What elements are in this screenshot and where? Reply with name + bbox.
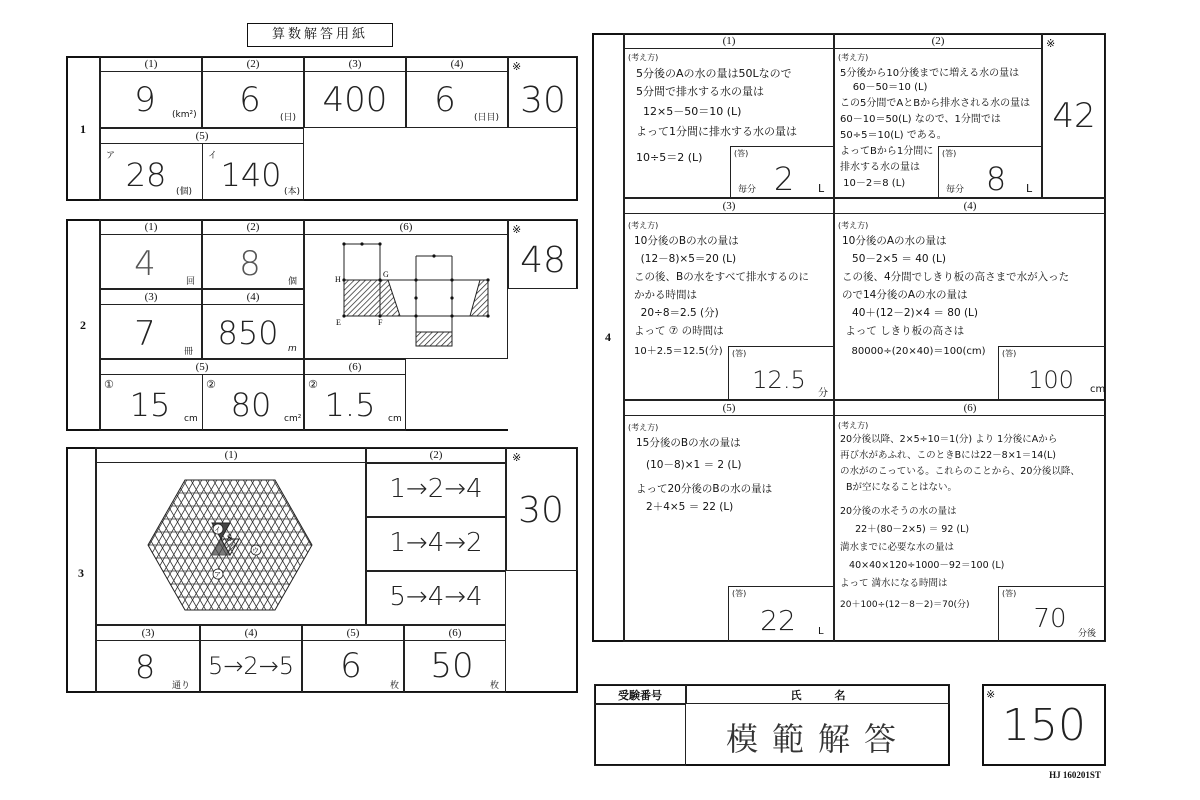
q2-p5a-unit: cm [184, 414, 198, 424]
q1-p2-unit: (日) [280, 113, 297, 123]
q4-p1-unit: L [818, 182, 825, 195]
q4-p6-line-1: 再び水があふれ、このときBには22－8×1＝14(L) [840, 450, 1057, 461]
q3-p6-label: (6) [404, 626, 506, 641]
q2-p5a-answer: 15 [129, 386, 171, 424]
q4-p6-label: (6) [834, 401, 1106, 416]
q3-p6-unit: 枚 [490, 681, 500, 691]
q1-p1-unit: (km²) [172, 110, 197, 120]
q3-p5-answer: 6 [340, 646, 362, 686]
q4-p2-answer: 8 [985, 160, 1007, 198]
q4-p3-line-2: この後、Bの水をすべて排水するのに [634, 271, 809, 283]
q4-p4-label: (4) [834, 199, 1106, 214]
q2-net-diagram [330, 236, 500, 356]
q4-p4-line-4: 40＋(12－2)×4 ＝ 80 (L) [842, 307, 979, 319]
q3-triangle-grid [140, 470, 320, 620]
q4-p2-unit: L [1026, 182, 1033, 195]
q2-p6b-label: (6) [304, 360, 406, 375]
q1-number: 1 [80, 122, 86, 136]
q3-p5-unit: 枚 [390, 681, 400, 691]
q2-p5b-unit: cm² [284, 414, 302, 424]
q4-p6-unit: 分後 [1078, 629, 1097, 639]
point-label-e: E [336, 318, 341, 327]
q4-p1-label: (1) [624, 34, 834, 49]
q1-p5a-answer: 28 [125, 156, 167, 194]
q3-p2-label: (2) [366, 448, 506, 463]
q4-p4-kangae: (考え方) [838, 221, 869, 230]
q4-p1-prefix: 毎分 [738, 185, 757, 195]
q4-p2-line-4: 50÷5＝10(L) である。 [840, 130, 947, 141]
total-score: 150 [1002, 700, 1086, 751]
q2-score: 48 [520, 240, 566, 281]
q4-p2-label: (2) [834, 34, 1042, 49]
q4-p1-kangae: (考え方) [628, 53, 659, 62]
q1-p3-label: (3) [304, 57, 406, 72]
q2-p6b-tag: ② [308, 378, 318, 391]
q2-score-blank [508, 289, 578, 431]
q2-p5b-tag: ② [206, 378, 216, 391]
q3-p3-unit: 通り [172, 681, 191, 691]
exam-number-field [594, 704, 686, 766]
q3-score: 30 [518, 490, 564, 531]
q3-p2-answer2: 1→4→2 [389, 528, 483, 558]
q3-p4-label: (4) [200, 626, 302, 641]
q4-p4-answer: 100 [1028, 366, 1074, 394]
q1-p3-answer: 400 [322, 80, 388, 120]
name-value: 模範解答 [725, 720, 910, 758]
mark-i: イ [214, 526, 221, 534]
q4-p1-kotae: (答) [734, 149, 749, 158]
q1-p2-label: (2) [202, 57, 304, 72]
q2-p6b-unit: cm [388, 414, 402, 424]
q2-p5-divider [202, 375, 203, 431]
q1-p1-label: (1) [100, 57, 202, 72]
q4-p6-line-6: 満水までに必要な水の量は [840, 542, 955, 553]
q4-p4-line-3: ので14分後のAの水の量は [842, 289, 968, 301]
q2-p4-label: (4) [202, 290, 304, 305]
q4-score: 42 [1052, 96, 1096, 136]
q4-score-mark: ※ [1046, 37, 1056, 50]
q2-p3-answer: 7 [134, 314, 156, 354]
q2-p3-label: (3) [100, 290, 202, 305]
q4-p2-line-5: よってBから1分間に [840, 146, 934, 157]
q4-p4-line-2: この後、4分間でしきり板の高さまで水が入った [842, 271, 1070, 283]
q1-score-mark: ※ [512, 60, 522, 73]
q2-number: 2 [80, 318, 86, 332]
q4-number: 4 [605, 330, 611, 344]
q2-score-mark: ※ [512, 223, 522, 236]
q1-p5a-unit: (個) [176, 187, 193, 197]
q4-p4-line-1: 50－2×5 ＝ 40 (L) [842, 253, 946, 265]
q4-p3-unit: 分 [818, 388, 828, 399]
q4-p6-line-0: 20分後以降、2×5÷10＝1(分) より 1分後にAから [840, 434, 1058, 445]
q4-p3-label: (3) [624, 199, 834, 214]
point-label-h: H [335, 275, 341, 284]
q4-p6-kotae: (答) [1002, 589, 1017, 598]
q4-p5-line-1: (10－8)×1 ＝ 2 (L) [636, 459, 742, 471]
q4-p5-kangae: (考え方) [628, 423, 659, 432]
q4-p1-line-1: 5分間で排水する水の量は [636, 85, 764, 98]
q4-p5-answer: 22 [760, 604, 796, 637]
q4-p6-line-9: 20＋100÷(12－8－2)＝70(分) [840, 600, 970, 610]
q2-p5b-answer: 80 [230, 386, 272, 424]
q4-p3-kotae: (答) [732, 349, 747, 358]
q4-p2-line-0: 5分後から10分後までに増える水の量は [840, 68, 1020, 79]
name-label: 氏 名 [790, 689, 846, 702]
q4-p6-line-8: よって 満水になる時間は [840, 578, 948, 589]
q1-p4-label: (4) [406, 57, 508, 72]
q1-p5-label: (5) [100, 129, 304, 144]
q4-p5-line-2: よって20分後のBの水の量は [636, 483, 773, 495]
q4-p2-line-2: この5分間でAとBから排水される水の量は [840, 98, 1031, 109]
q2-p1-label: (1) [100, 220, 202, 235]
q4-p2-kangae: (考え方) [838, 53, 869, 62]
q4-p3-line-5: よって ⑦ の時間は [634, 325, 724, 337]
q2-p5-label: (5) [100, 360, 304, 375]
q4-p5-line-0: 15分後のBの水の量は [636, 437, 741, 449]
q2-p2-answer: 8 [239, 244, 261, 284]
mark-u: ウ [252, 547, 259, 555]
q4-p2-kotae: (答) [942, 149, 957, 158]
q4-p1-line-3: よって1分間に排水する水の量は [636, 125, 797, 138]
q2-p1-unit: 回 [186, 277, 196, 287]
shade-region-4 [416, 332, 452, 346]
q1-p5b-unit: (本) [284, 187, 301, 197]
q1-score: 30 [520, 80, 566, 121]
q4-p3-line-6: 10＋2.5＝12.5(分) [634, 346, 723, 357]
q4-p1-answer: 2 [773, 160, 795, 198]
q1-p5a-tag: ア [106, 151, 116, 161]
point-label-f: F [378, 318, 383, 327]
q4-p6-kangae: (考え方) [838, 421, 869, 430]
q4-p2-line-6: 排水する水の量は [840, 162, 920, 173]
sheet-code: HJ 160201ST [1049, 770, 1101, 780]
q4-p2-line-1: 60－50＝10 (L) [840, 82, 928, 93]
q2-p4-unit: m [288, 344, 297, 354]
q4-p1-line-4: 10÷5＝2 (L) [636, 151, 703, 164]
q4-p3-answer: 12.5 [752, 366, 806, 394]
q4-p1-line-0: 5分後のAの水の量は50Lなので [636, 67, 792, 80]
shade-region-3 [470, 280, 488, 316]
q4-p6-line-4: 20分後の水そうの水の量は [840, 506, 957, 517]
q1-p5b-tag: イ [208, 151, 218, 161]
q4-p6-line-5: 22＋(80－2×5) ＝ 92 (L) [840, 524, 970, 535]
q3-p1-label: (1) [96, 448, 366, 463]
point-label-g: G [383, 270, 389, 279]
q3-p4-answer: 5→2→5 [207, 652, 295, 680]
q4-p3-kangae: (考え方) [628, 221, 659, 230]
q3-number: 3 [78, 566, 84, 580]
q4-p4-line-5: よって しきり板の高さは [842, 325, 965, 337]
q4-p4-unit: cm [1090, 384, 1106, 395]
q3-p2-answer3: 5→4→4 [389, 582, 483, 612]
q1-p5-divider [202, 144, 203, 201]
q4-p6-line-3: Bが空になることはない。 [840, 482, 958, 493]
q2-p5a-tag: ① [104, 378, 114, 391]
q3-p5-label: (5) [302, 626, 404, 641]
q4-p6-line-2: の水がのこっている。これらのことから、20分後以降、 [840, 466, 1080, 477]
exam-number-label: 受験番号 [618, 689, 662, 702]
q4-p5-line-3: 2＋4×5 ＝ 22 (L) [636, 501, 734, 513]
q2-p3-unit: 冊 [184, 347, 194, 357]
q4-p3-line-4: 20÷8＝2.5 (分) [634, 307, 719, 319]
shade-region-2 [380, 280, 400, 316]
q4-p5-unit: L [818, 626, 824, 637]
q4-p3-line-3: かかる時間は [634, 289, 697, 301]
q1-p4-answer: 6 [434, 80, 456, 120]
q2-p2-unit: 個 [288, 277, 298, 287]
q2-p1-answer: 4 [134, 244, 156, 284]
q2-p2-label: (2) [202, 220, 304, 235]
s-label: S [227, 533, 233, 543]
q4-p5-label: (5) [624, 401, 834, 416]
q1-p5b-answer: 140 [220, 156, 282, 194]
q4-p5-kotae: (答) [732, 589, 747, 598]
q4-p4-line-6: 80000÷(20×40)＝100(cm) [842, 346, 986, 357]
q4-p3-line-1: (12－8)×5＝20 (L) [634, 253, 737, 265]
q2-p6-label: (6) [304, 220, 508, 235]
q4-p6-answer: 70 [1033, 604, 1067, 634]
total-score-mark: ※ [986, 688, 996, 701]
q4-p2-line-3: 60－10＝50(L) なので、1分間では [840, 114, 1001, 125]
sheet-title: 算数解答用紙 [247, 23, 393, 47]
q4-p2-line-7: 10－2＝8 (L) [840, 178, 906, 189]
q3-p3-label: (3) [96, 626, 200, 641]
q4-p3-line-0: 10分後のBの水の量は [634, 235, 739, 247]
q1-p1-answer: 9 [134, 80, 156, 120]
q3-p2-answer1: 1→2→4 [389, 474, 483, 504]
q3-score-mark: ※ [512, 451, 522, 464]
q2-p4-answer: 850 [217, 314, 279, 352]
mark-a: ア [214, 571, 221, 579]
q1-p2-answer: 6 [239, 80, 261, 120]
q4-p4-line-0: 10分後のAの水の量は [842, 235, 947, 247]
q3-p6-answer: 50 [430, 646, 474, 686]
q4-p2-prefix: 毎分 [946, 185, 965, 195]
q2-p6b-answer: 1.5 [324, 386, 376, 424]
q3-p3-answer: 8 [134, 648, 156, 686]
q1-p4-unit: (日目) [474, 113, 500, 123]
q4-p1-line-2: 12×5－50＝10 (L) [636, 105, 742, 118]
q4-p6-line-7: 40×40×120÷1000－92＝100 (L) [840, 560, 1005, 571]
q4-p4-kotae: (答) [1002, 349, 1017, 358]
shade-region-1 [344, 280, 380, 316]
